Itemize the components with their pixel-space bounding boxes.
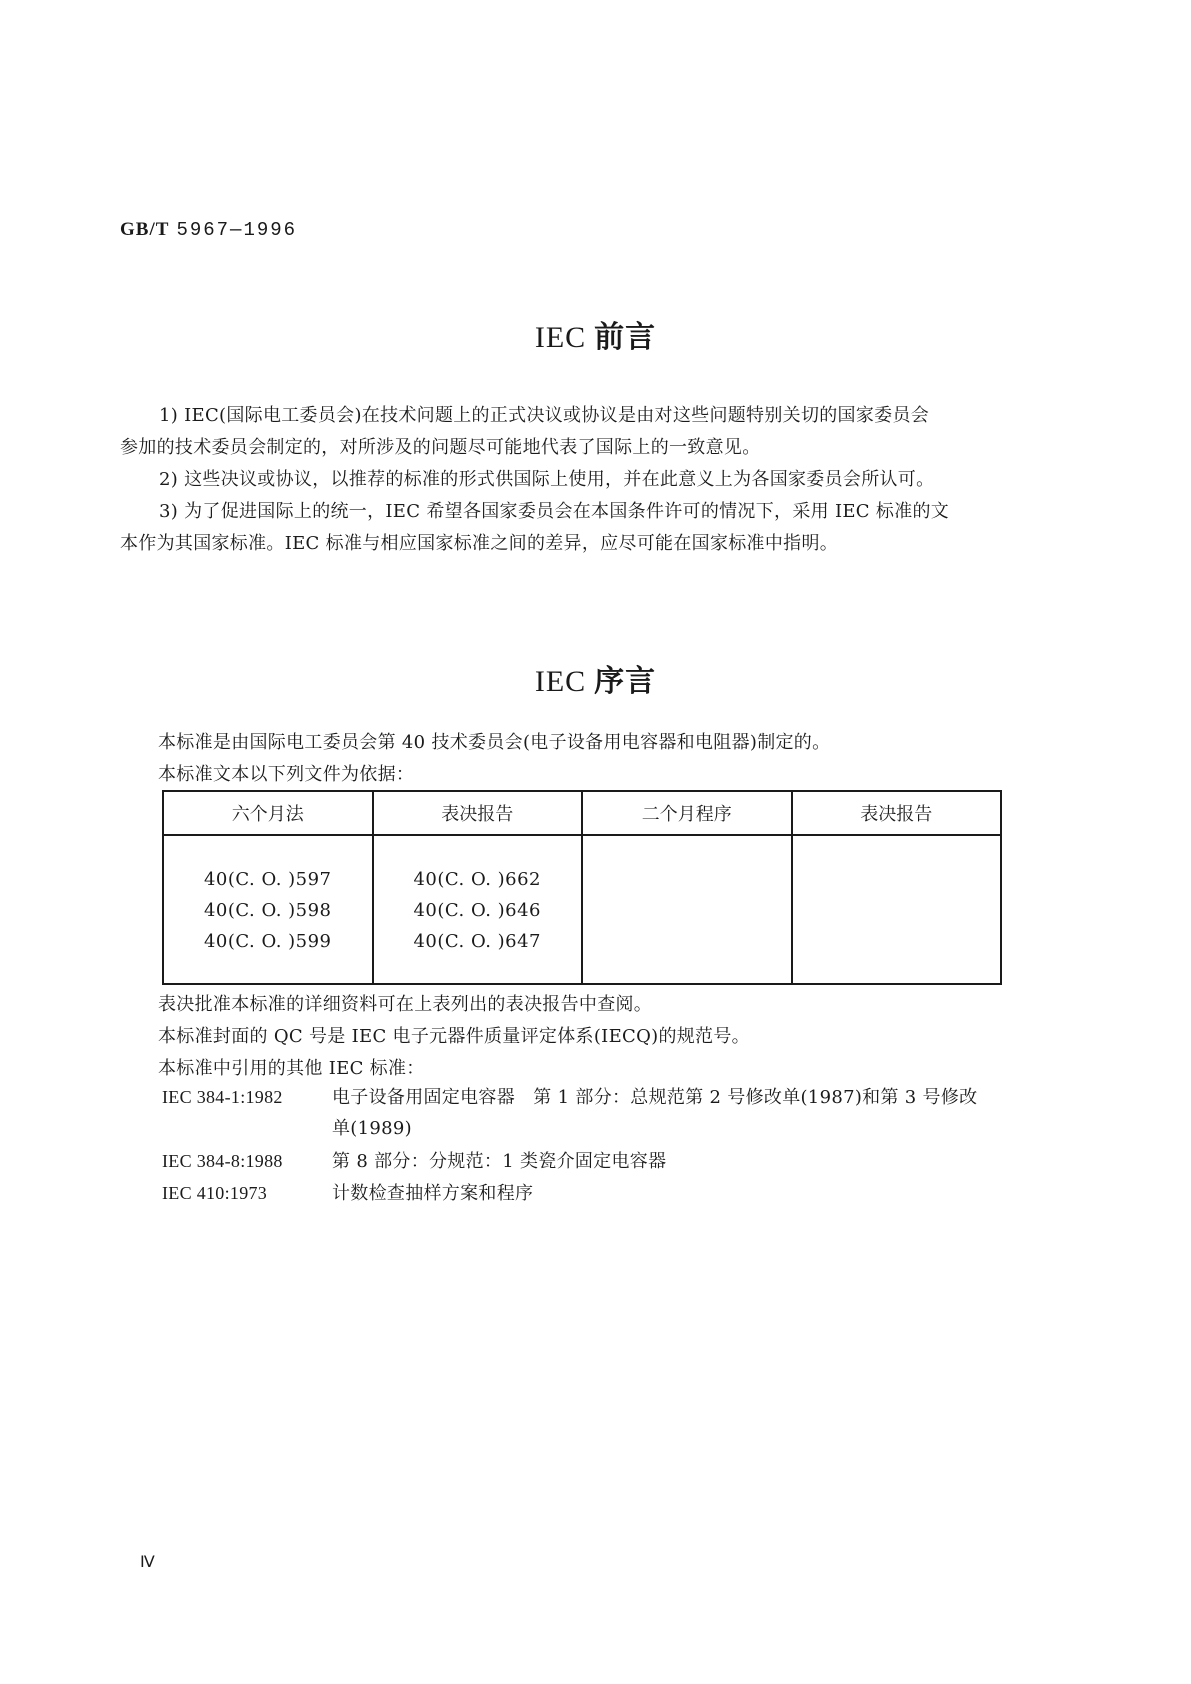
reference-title-continued: 单(1989) [332, 1118, 412, 1139]
preface-title [0, 656, 1191, 700]
foreword-p3-line2: 本作为其国家标准。IEC 标准与相应国家标准之间的差异，应尽可能在国家标准中指明。 [120, 533, 839, 554]
table-cell-six-months [163, 835, 373, 984]
reference-code: IEC 384-8:1988 [162, 1151, 283, 1171]
page-number: Ⅳ [140, 1554, 155, 1571]
foreword-title-cn: 前言 [594, 320, 657, 355]
foreword-p3-line1: 3) 为了促进国际上的统一，IEC 希望各国家委员会在本国条件许可的情况下，采用 IEC 标准的文 [159, 501, 950, 522]
table-cell-value: 40(C. O. )646 [413, 900, 542, 921]
reference-item [162, 1146, 666, 1177]
foreword-p2-line1: 2) 这些决议或协议，以推荐的标准的形式供国际上使用，并在此意义上为各国家委员会所认可。 [159, 469, 935, 490]
table-cell-value: 40(C. O. )599 [203, 931, 332, 952]
preface-title-cn: 序言 [594, 664, 657, 699]
reference-item [162, 1082, 977, 1144]
foreword-p1-line1: 1) IEC(国际电工委员会)在技术问题上的正式决议或协议是由对这些问题特别关切的国家委员会 [159, 405, 930, 426]
foreword-body [120, 400, 1040, 560]
reference-title: 第 8 部分：分规范：1 类瓷介固定电容器 [332, 1151, 667, 1172]
table-cell-value: 40(C. O. )647 [413, 931, 542, 952]
table-header-two-months: 二个月程序 [582, 791, 792, 835]
preface-intro-line2: 本标准文本以下列文件为依据： [158, 764, 415, 785]
table-cell-value: 40(C. O. )662 [413, 869, 542, 890]
table-header-row [163, 791, 1001, 835]
standard-code-number: 5967—1996 [176, 219, 298, 241]
reference-title: 计数检查抽样方案和程序 [332, 1183, 534, 1204]
preface-title-latin: IEC [534, 665, 587, 698]
table-header-voting-report-1: 表决报告 [373, 791, 583, 835]
table-header-voting-report-2: 表决报告 [792, 791, 1002, 835]
voting-documents-table [162, 790, 1002, 985]
preface-after-line1: 表决批准本标准的详细资料可在上表列出的表决报告中查阅。 [158, 994, 653, 1015]
table-cell-two-months [582, 835, 792, 984]
table-row [163, 835, 1001, 984]
reference-title: 电子设备用固定电容器 第 1 部分：总规范第 2 号修改单(1987)和第 3 号修改 [332, 1087, 978, 1108]
preface-after-line3: 本标准中引用的其他 IEC 标准： [158, 1058, 425, 1079]
standard-code [120, 218, 297, 241]
foreword-title-latin: IEC [534, 321, 587, 354]
table-cell-value: 40(C. O. )598 [203, 900, 332, 921]
table-header-six-months: 六个月法 [163, 791, 373, 835]
table-cell-value: 40(C. O. )597 [203, 869, 332, 890]
preface-intro-line1: 本标准是由国际电工委员会第 40 技术委员会(电子设备用电容器和电阻器)制定的。 [158, 732, 831, 753]
standard-code-prefix: GB/T [120, 219, 170, 240]
reference-code: IEC 384-1:1982 [162, 1087, 283, 1107]
foreword-title [0, 312, 1191, 356]
reference-code: IEC 410:1973 [162, 1183, 268, 1203]
reference-item [162, 1178, 533, 1209]
foreword-p1-line2: 参加的技术委员会制定的，对所涉及的问题尽可能地代表了国际上的一致意见。 [120, 437, 761, 458]
table-cell-voting-report-2 [792, 835, 1002, 984]
preface-after-line2: 本标准封面的 QC 号是 IEC 电子元器件质量评定体系(IECQ)的规范号。 [158, 1026, 750, 1047]
table-cell-voting-report-1 [373, 835, 583, 984]
